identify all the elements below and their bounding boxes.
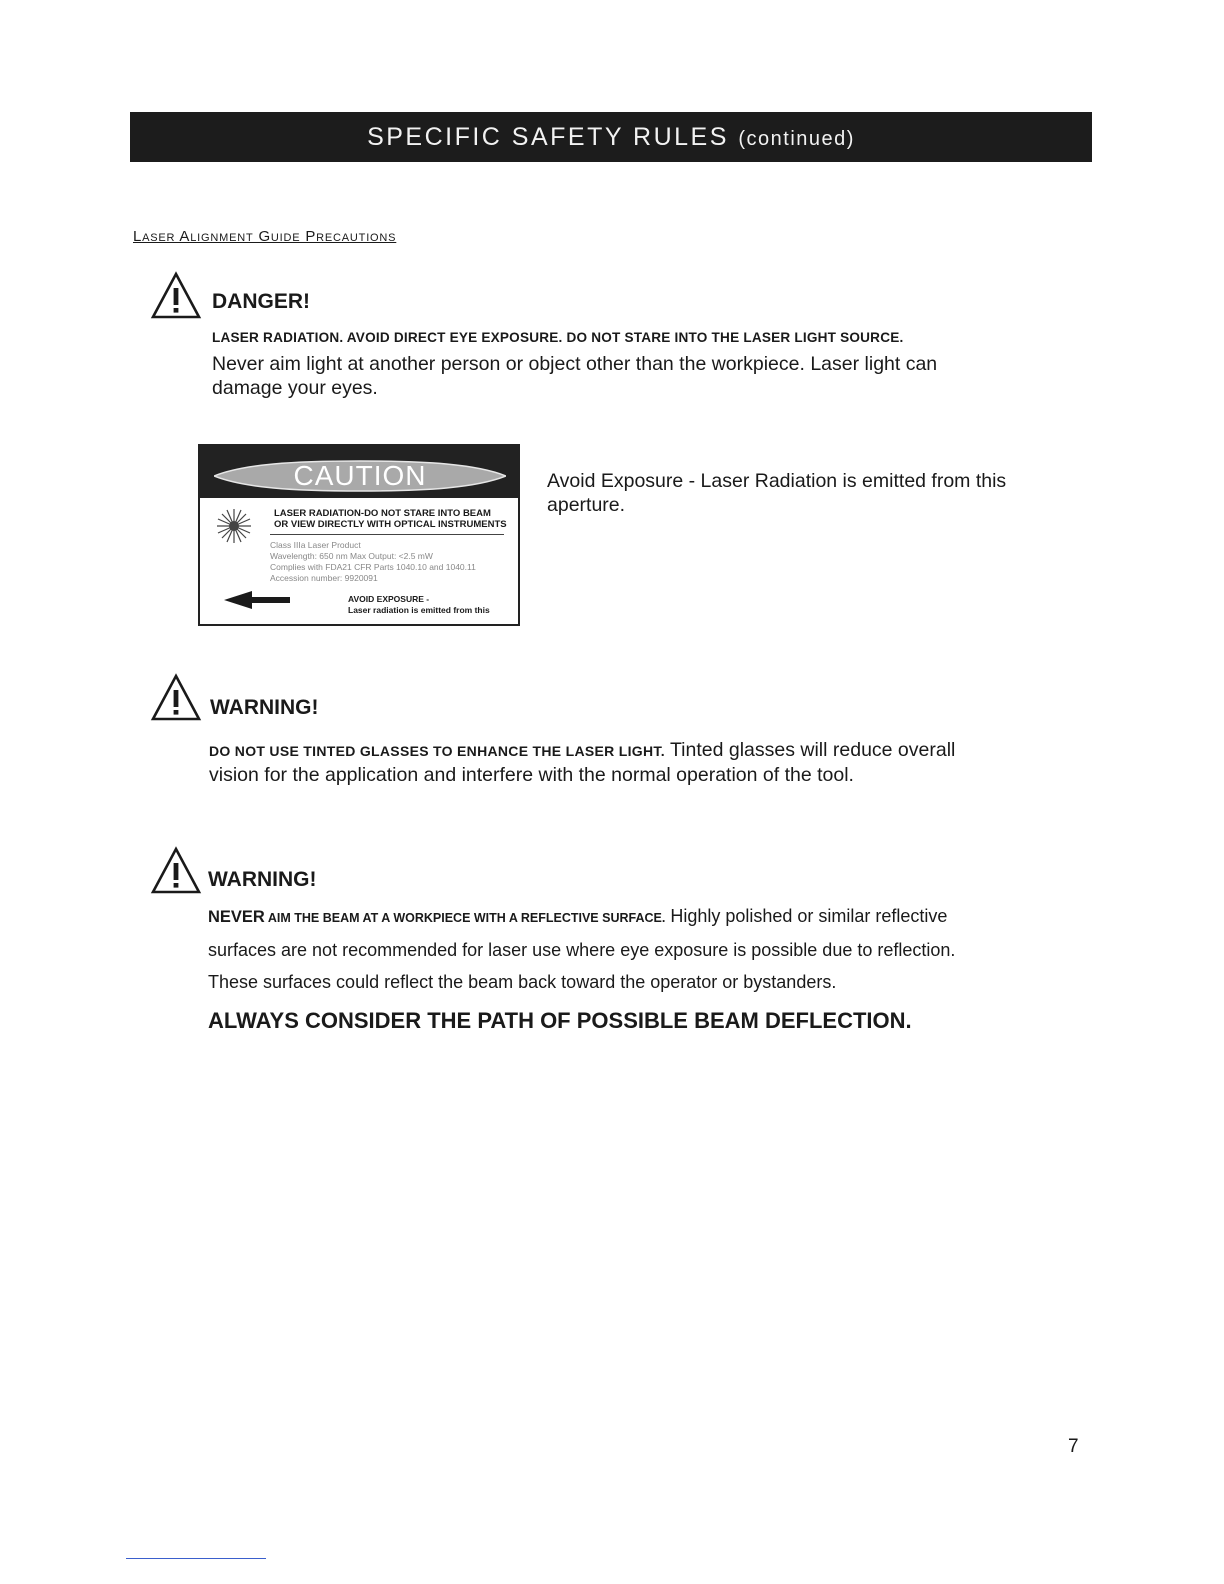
danger-body-line-2: damage your eyes. [212,377,378,399]
warning-1-line-1 [209,737,955,764]
caution-label-header [200,446,518,498]
warning-1-line-2: vision for the application and interfere with the normal operation of the tool. [209,764,854,786]
danger-title: DANGER! [212,290,310,313]
caution-divider [270,534,504,535]
caution-warning-line-2: OR VIEW DIRECTLY WITH OPTICAL INSTRUMENTS [274,519,507,530]
warning-2-emphasis: ALWAYS CONSIDER THE PATH OF POSSIBLE BEAM DEFLECTION. [208,1008,912,1033]
aperture-note-line-1: Avoid Exposure - Laser Radiation is emitted from this [547,470,1007,492]
warning-2-never-word: NEVER [208,908,265,926]
warning-2-body-tail: Highly polished or similar reflective [665,906,948,926]
caution-spec-line-4: Accession number: 9920091 [270,573,378,583]
banner-title-continued: (continued) [738,127,855,150]
warning-triangle-icon [150,672,202,722]
caution-header-text: CAUTION [293,460,427,491]
danger-body-line-1: Never aim light at another person or object other than the workpiece. Laser light can [212,353,938,375]
caution-avoid-line-1: AVOID EXPOSURE - [348,594,430,604]
warning-2-caps-rest: AIM THE BEAM AT A WORKPIECE WITH A REFLECTIVE SURFACE. [264,911,666,925]
caution-spec-line-1: Class IIIa Laser Product [270,540,361,550]
warning-2-line-2: surfaces are not recommended for laser use where eye exposure is possible due to reflection. [208,940,956,960]
arrow-left-icon [222,588,292,612]
section-heading: Laser Alignment Guide Precautions [133,228,397,245]
caution-spec-line-3: Complies with FDA21 CFR Parts 1040.10 and 1040.11 [270,562,476,572]
page-number: 7 [1068,1436,1079,1457]
laser-starburst-icon [216,508,252,544]
warning-1-body-tail: Tinted glasses will reduce overall [664,739,956,761]
caution-avoid-line-2: Laser radiation is emitted from this [348,605,490,615]
warning-2-title: WARNING! [208,868,317,891]
warning-1-caps-lead: DO NOT USE TINTED GLASSES TO ENHANCE THE LASER LIGHT. [209,743,665,759]
danger-caps-line: LASER RADIATION. AVOID DIRECT EYE EXPOSURE. DO NOT STARE INTO THE LASER LIGHT SOURCE. [212,330,904,345]
scan-artifact-line [126,1558,266,1559]
caution-spec-line-2: Wavelength: 650 nm Max Output: <2.5 mW [270,551,433,561]
warning-2-line-1 [208,906,947,927]
warning-triangle-icon [150,270,202,320]
warning-1-title: WARNING! [210,696,319,719]
warning-triangle-icon [150,845,202,895]
banner-title [367,123,855,152]
warning-2-line-3: These surfaces could reflect the beam back toward the operator or bystanders. [208,972,837,992]
caution-warning-line-1: LASER RADIATION-DO NOT STARE INTO BEAM [274,508,491,519]
caution-label [198,444,520,626]
section-banner [130,112,1092,162]
banner-title-main: SPECIFIC SAFETY RULES [367,122,729,151]
aperture-note-line-2: aperture. [547,494,626,516]
